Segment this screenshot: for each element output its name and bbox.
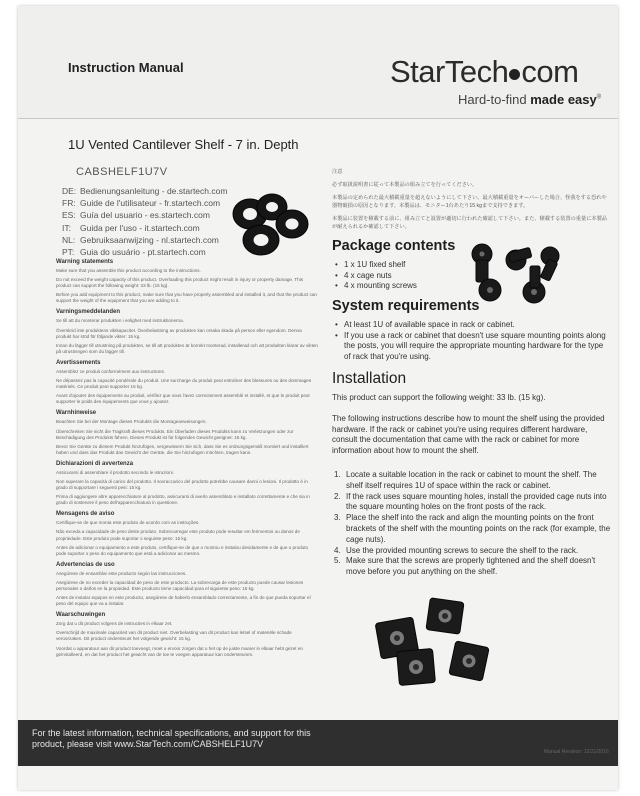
tagline-bold: made easy: [530, 92, 597, 107]
language-row: [62, 222, 227, 234]
warning-paragraph: Innan du lägger till utrustning på produkten, se till att produkten är korrekt monterad, installerad och att produkten klarar av vikten på utrustningen som du lägger till.: [56, 342, 318, 354]
installation-capacity: This product can support the following weight: 33 lb. (15 kg).: [332, 393, 546, 402]
system-requirements-list: [334, 320, 612, 362]
installation-step: [332, 492, 614, 514]
manual-sheet: [18, 6, 618, 790]
product-sku: CABSHELF1U7V: [76, 166, 168, 178]
warning-statements: [56, 254, 318, 661]
requirement-item: • At least 1U of available space in rack or cabinet.: [334, 320, 612, 331]
package-item: • 4 x cage nuts: [334, 271, 484, 282]
language-code: DE:: [62, 186, 77, 196]
package-contents-heading: Package contents: [332, 238, 456, 254]
japanese-paragraph: 本製品に装置を積載する前に、組み立てと設置が適切に行われた確認して下さい。また、積載する装置の重量に本製品が耐えられるか確認して下さい。: [332, 216, 607, 230]
registered-mark: ®: [596, 94, 602, 101]
installation-step: [332, 513, 614, 545]
product-title: 1U Vented Cantilever Shelf - 7 in. Depth: [68, 137, 299, 152]
warning-paragraph: Överskrid inte produktens viktkapacitet. Överbelastning av produkten kan orsaka skada på person eller egendom. Denna produkt har stöd för följande vikter: 15 kg.: [56, 327, 302, 339]
footer-support-text: For the latest information, technical specifications, and support for this product, please visit www.StarTech.com/CABSHELF1U7V: [32, 728, 311, 749]
tagline: [458, 92, 601, 107]
japanese-heading: 注意: [332, 169, 343, 175]
language-link[interactable]: Guida per l'uso - it.startech.com: [80, 222, 200, 233]
warning-heading: Mensagens de aviso: [56, 511, 115, 518]
language-link[interactable]: Guía del usuario - es.startech.com: [80, 210, 210, 221]
warning-paragraph: Se till att du monterar produkten i enlighet med instruktionerna.: [56, 318, 184, 324]
warning-paragraph: Asegúrese de ensamblar este producto según las instrucciones.: [56, 570, 187, 576]
language-link[interactable]: Bedienungsanleitung - de.startech.com: [80, 186, 228, 196]
warning-heading: Advertencias de uso: [56, 561, 115, 568]
step-number: 1.: [334, 470, 341, 479]
warning-paragraph: Assicurarsi di assemblare il prodotto secondo le istruzioni.: [56, 469, 174, 475]
warning-paragraph: Non superare la capacità di carico del prodotto. Il sovraccarico del prodotto potrebbe causare danni o lesioni. Il prodotto è in grado di supportare i seguenti pesi: 15 kg.: [56, 478, 308, 491]
logo-dot-icon: [509, 69, 520, 80]
warning-paragraph: Antes de instalar equipos en este producto, asegúrese de haberlo ensamblado correctamente, a fin de que pueda soportar el peso del equipo que va a instalar.: [56, 595, 311, 607]
brand-suffix: com: [521, 54, 579, 89]
installation-step: [332, 546, 614, 557]
warning-paragraph: Do not exceed the weight capacity of this product. Overloading this product might result in injury or property damage. This product can support the following weight: 33 lb. (15 kg).: [56, 277, 304, 289]
language-link[interactable]: Gebruiksaanwijzing - nl.startech.com: [80, 234, 219, 245]
warning-heading: Varningsmeddelanden: [56, 309, 121, 316]
installation-step: [332, 470, 614, 492]
warning-paragraph: Overschrijd de maximale capaciteit van dit product niet. Overbelasting van dit product kan letsel of materiële schade veroorzaken. Dit product ondersteunt het volgende gewicht: 15 kg.: [56, 630, 292, 642]
language-row: [62, 197, 227, 209]
warning-paragraph: Bevor Sie Geräte zu diesem Produkt hinzufügen, vergewissern Sie sich, dass Sie es ordnungsgemäß montiert und installiert haben und dass das Produkt das Gewicht der Geräte, die Sie hinzufügen möchten, tragen kann.: [56, 443, 309, 455]
step-number: 4.: [334, 545, 341, 555]
installation-step: [332, 556, 614, 578]
brand-name: StarTech: [390, 54, 509, 89]
step-text: Place the shelf into the rack and align the mounting points on the front brackets of the shelf with the mounting points on the rack (for example, the cage nuts).: [346, 513, 611, 544]
warning-paragraph: Make sure that you assemble this product according to the instructions.: [56, 268, 201, 273]
warning-paragraph: Überschreiten Sie nicht die Tragkraft dieses Produkts. Ein Überladen dieses Produkts kann zu Verletzungen oder zur Beschädigung des Produkts führen. Dieses Produkt ist für folgendes Gewicht geeignet: 15 kg.: [56, 428, 294, 440]
step-number: 5.: [334, 556, 341, 566]
warning-heading: Waarschuwingen: [56, 612, 106, 619]
language-row: [62, 185, 227, 197]
warning-paragraph: Zorg dat u dit product volgens de instructies in elkaar zet.: [56, 621, 173, 627]
package-item: • 1 x 1U fixed shelf: [334, 260, 484, 271]
language-code: NL:: [62, 234, 76, 245]
warning-heading: Warnhinweise: [56, 410, 97, 417]
warning-heading: Warning statements: [56, 259, 114, 265]
step-number: 3.: [334, 513, 341, 523]
manual-revision: Manual Revision: 12/21/2016: [544, 749, 609, 755]
header-band: [18, 6, 618, 119]
language-code: IT:: [62, 222, 71, 233]
warning-paragraph: Assemblez ce produit conformément aux instructions.: [56, 368, 166, 374]
language-code: ES:: [62, 210, 76, 221]
warning-paragraph: Avant d'ajouter des équipements au produit, vérifiez que vous l'avez correctement assemblé et installé, et que le produit peut supporter le poids des équipements que vous y ajoutez.: [56, 393, 310, 405]
warning-heading: Dichiarazioni di avvertenza: [56, 460, 134, 467]
japanese-paragraph: 本製品の定められた最大積載重量を超えないようにして下さい。最大積載重量をオーバーした場合、怪我をする恐れや器物破損の原因となります。本製品は、モニター1台あたり15 kgまで支持できます。: [332, 195, 607, 209]
warning-paragraph: Prima di aggiungere altre apparecchiature al prodotto, assicurarsi di averlo assemblato e installato correttamente e che sia in grado di sostenere il peso dell'apparecchiatura in questione.: [56, 494, 310, 506]
japanese-warnings: [332, 168, 607, 236]
step-text: Locate a suitable location in the rack or cabinet to mount the shelf. The shelf itself requires 1U of space within the rack or cabinet.: [346, 470, 597, 490]
step-text: Use the provided mounting screws to secure the shelf to the rack.: [346, 545, 579, 555]
language-row: [62, 209, 227, 221]
system-requirements-heading: System requirements: [332, 298, 480, 314]
installation-intro: The following instructions describe how to mount the shelf using the provided hardware. If the rack or cabinet you're using requires different hardware, consult the documentation that came with the rack or cabinet for more information about how to mount the shelf.: [332, 414, 605, 455]
warning-paragraph: Certifique-se de que monta este produto de acordo com as instruções.: [56, 520, 200, 526]
manual-title: Instruction Manual: [68, 60, 184, 75]
language-row: [62, 234, 227, 246]
warning-paragraph: Asegúrese de no exceder la capacidad de peso de este producto. La sobrecarga de este producto puede causar lesiones personales o daños en la propiedad. Este producto tiene capacidad para el siguiente peso: 15 kg.: [56, 579, 304, 591]
step-text: If the rack uses square mounting holes, install the provided cage nuts into the square mounting holes on the front posts of the rack.: [346, 491, 607, 512]
language-code: FR:: [62, 198, 76, 209]
language-code: PT:: [62, 247, 75, 258]
language-link[interactable]: Guide de l'utilisateur - fr.startech.com: [80, 198, 221, 209]
language-link[interactable]: Guia do usuário - pt.startech.com: [80, 247, 206, 258]
warning-paragraph: Antes de adicionar o equipamento a este produto, certifique-se de que o montou e instalou devidamente e de que o produto pode suportar o peso do equipamento que está a adicionar ao mesmo.: [56, 544, 309, 556]
installation-steps: [332, 470, 614, 578]
warning-heading: Avertissements: [56, 359, 101, 366]
warning-paragraph: Ne dépassez pas la capacité pondérale du produit. Une surcharge du produit peut entraîner des blessures ou des dommages matériels. Ce produit peut supporter 15 kg.: [56, 378, 312, 390]
package-contents-list: [334, 260, 484, 292]
cage-nuts-image: [370, 594, 496, 694]
warning-paragraph: Voordat u apparatuur aan dit product toevoegt, moet u ervoor zorgen dat u het op de juiste manier in elkaar hebt gezet en geïnstalleerd, en dat het product het gewicht van de toe te voegen apparatuur kan ondersteunen.: [56, 645, 303, 657]
requirement-item: • If you use a rack or cabinet that doesn't use square mounting points along the posts, you will require the appropriate mounting hardware for the type of rack that you're using.: [334, 331, 612, 363]
japanese-paragraph: 必ず取扱説明書に従って本製品の組み立てを行ってください。: [332, 182, 478, 188]
step-text: Make sure that the screws are properly tightened and the shelf doesn't move before you put anything on the shelf.: [346, 556, 596, 577]
language-list: [62, 185, 227, 258]
tagline-prefix: Hard-to-find: [458, 92, 531, 107]
warning-paragraph: Beachten Sie bei der Montage dieses Produkts die Montageanweisungen.: [56, 419, 207, 425]
installation-heading: Installation: [332, 370, 407, 387]
washers-image: [230, 192, 312, 262]
warning-paragraph: Não exceda a capacidade de peso deste produto. Sobrecarregar este produto pode resultar em ferimentos ou danos de propriedade. Este produto pode suportar o seguinte peso: 15 kg.: [56, 529, 300, 541]
step-number: 2.: [334, 491, 341, 501]
warning-paragraph: Before you add equipment to this product, make sure that you have properly assembled and installed it, and that the product can support the weight of the equipment that you are adding to it.: [56, 292, 317, 304]
package-item: • 4 x mounting screws: [334, 281, 484, 292]
startech-logo: [390, 54, 578, 90]
footer-bar: [18, 720, 618, 766]
